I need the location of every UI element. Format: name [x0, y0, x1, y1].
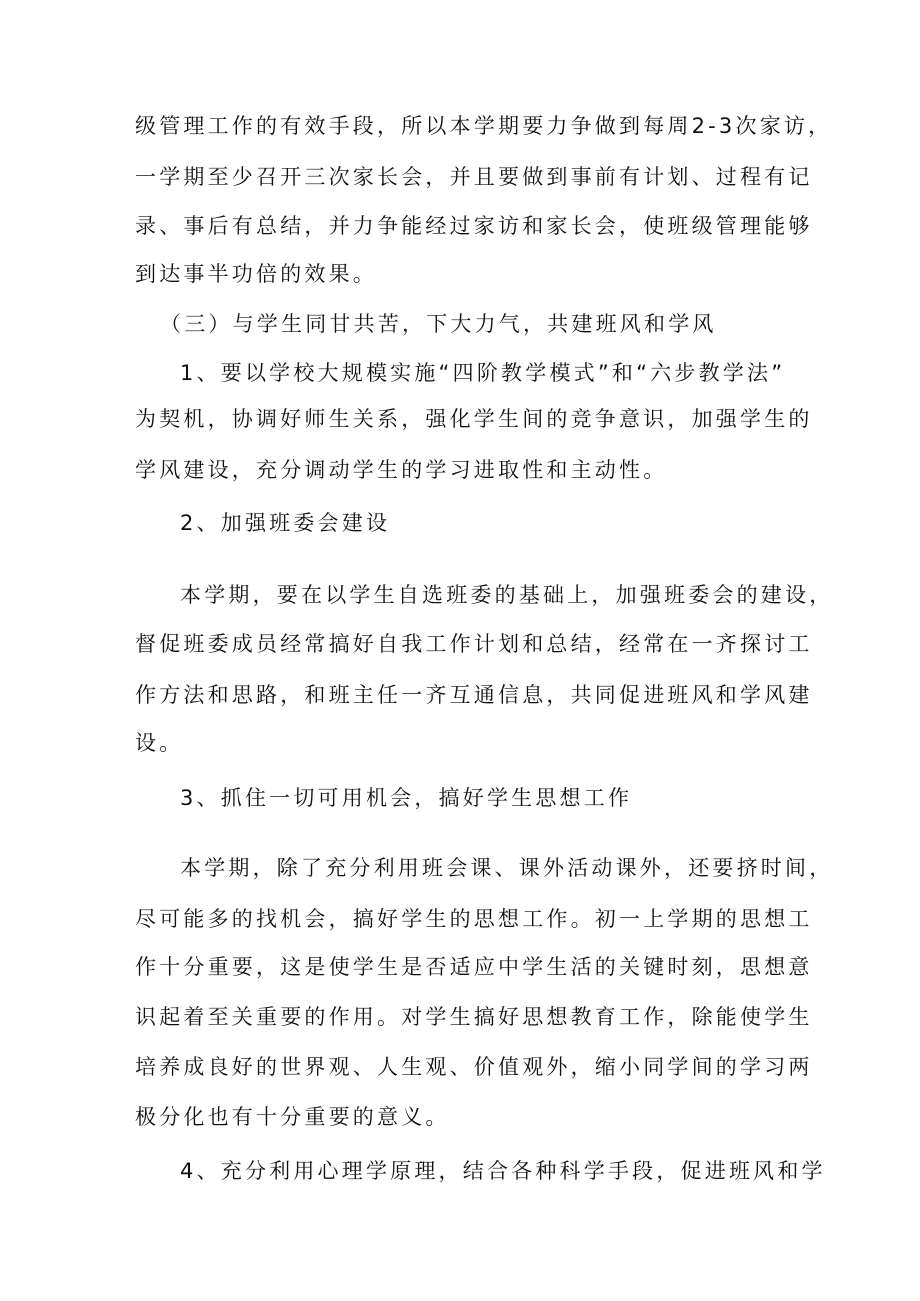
body-text-line: 作方法和思路，和班主任一齐互通信息，共同促进班风和学风建: [135, 683, 813, 707]
body-text-line: 培养成良好的世界观、人生观、价值观外，缩小同学间的学习两: [135, 1055, 813, 1079]
body-text-line: 到达事半功倍的效果。: [135, 262, 377, 286]
body-text-line: 本学期，除了充分利用班会课、课外活动课外，还要挤时间，: [180, 856, 834, 880]
body-text-line: 本学期，要在以学生自选班委的基础上，加强班委会的建设，: [180, 583, 834, 607]
numbered-item-heading: 3、抓住一切可用机会，搞好学生思想工作: [180, 786, 633, 810]
numbered-item-heading: 2、加强班委会建设: [180, 511, 391, 535]
body-text-line: 识起着至关重要的作用。对学生搞好思想教育工作，除能使学生: [135, 1005, 813, 1029]
body-text-line: 录、事后有总结，并力争能经过家访和家长会，使班级管理能够: [135, 214, 813, 238]
body-text-line: 一学期至少召开三次家长会，并且要做到事前有计划、过程有记: [135, 165, 813, 189]
numbered-item-heading: 4、充分利用心理学原理，结合各种科学手段，促进班风和学: [180, 1159, 826, 1183]
section-heading: （三）与学生同甘共苦，下大力气，共建班风和学风: [160, 312, 717, 336]
body-text-line: 督促班委成员经常搞好自我工作计划和总结，经常在一齐探讨工: [135, 632, 813, 656]
body-text-line: 作十分重要，这是使学生是否适应中学生活的关键时刻，思想意: [135, 955, 813, 979]
numbered-item-heading: 1、要以学校大规模实施“四阶教学模式”和“六步教学法”: [180, 361, 786, 385]
body-text-line: 设。: [135, 731, 184, 755]
body-text-line: 学风建设，充分调动学生的学习进取性和主动性。: [135, 458, 668, 482]
body-text-line: 级管理工作的有效手段，所以本学期要力争做到每周2-3次家访，: [135, 114, 833, 138]
body-text-line: 极分化也有十分重要的意义。: [135, 1105, 450, 1129]
body-text-line: 为契机，协调好师生关系，强化学生间的竞争意识，加强学生的: [135, 407, 813, 431]
body-text-line: 尽可能多的找机会，搞好学生的思想工作。初一上学期的思想工: [135, 907, 813, 931]
